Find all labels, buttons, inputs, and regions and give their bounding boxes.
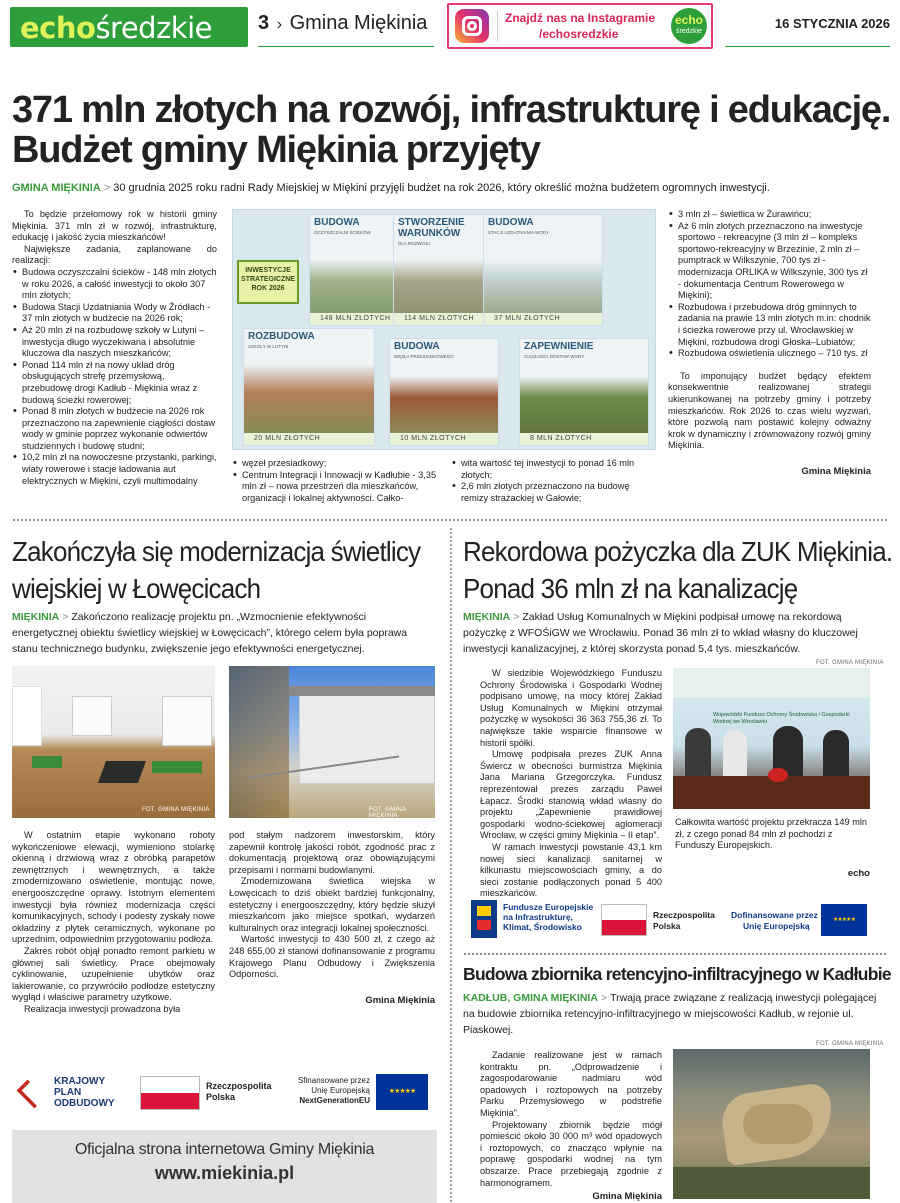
brand-logo-sredzkie: średzkie <box>95 11 212 45</box>
left-kicker: MIĘKINIA > Zakończono realizację projektu pn. „Wzmocnienie efektywności energetycznej obiektu świetlicy wiejskiej w Łowęcicach”, którego celem była poprawa stanu technicznego budynku, zwiększenie jego efektywności energetycznej. <box>12 611 408 655</box>
kpo-logo: KRAJOWY PLAN ODBUDOWY <box>20 1074 130 1114</box>
instagram-icon <box>455 9 489 43</box>
main-kicker: GMINA MIĘKINIA > 30 grudnia 2025 roku radni Rady Miejskiej w Miękini przyjęli budżet na rok 2026, który określić można budżetem ogromnych inwestycji. <box>12 182 770 194</box>
photo-caption: Całkowita wartość projektu przekracza 149 mln zł, z czego ponad 84 mln zł pochodzi z Funduszy Europejskich. <box>675 817 867 851</box>
budget-infographic <box>232 209 656 450</box>
infographic-tile: STWORZENIE WARUNKÓW DLA ROZWOJU 114 MLN ZŁOTYCH <box>393 214 488 326</box>
masthead <box>0 0 900 52</box>
divider-main <box>12 517 888 523</box>
issue-date: 16 STYCZNIA 2026 <box>774 16 890 31</box>
list-item: • 10,2 mln zł na nowoczesne przystanki, parkingi, wiaty rowerowe i stacje ładowania aut elektrycznych w Miękini, czyli multimodalny <box>12 452 217 487</box>
main-signature: Gmina Miękinia <box>801 465 871 477</box>
instagram-text-2: /echosredzkie <box>539 27 619 41</box>
section-separator: › <box>276 16 283 33</box>
section-underline <box>258 46 434 47</box>
list-item: • 3 mln zł – świetlica w Żurawińcu; <box>668 209 871 221</box>
left-col-1: W ostatnim etapie wykonano roboty wykończeniowe elewacji, wymieniono stolarkę okienną i drzwiową wraz z obróbką parapetów zewnętrznych i wewnętrznych, a także zmodernizowano oświetlenie, montując nowe, energooszczędne oprawy. Istotnym elementem inwestycji była również modernizacja części komunikacyjnych, schody i podesty zyskały nowe okładziny z płytek ceramicznych, wykonane po uprzednim, odpowiednim przygotowaniu podłoża. Zakres robót objął ponadto remont parkietu w głównej sali świetlicy. Prace obejmowały cyklinowanie, uzupełnienie ubytków oraz lakierowanie, co przywróciło podłodze estetyczny wygląd i właściwe parametry użytkowe. Realizacja inwestycji prowadzona była <box>12 830 215 1014</box>
list-item: • Ponad 8 mln złotych w budżecie na 2026 rok przeznaczono na zapewnienie ciągłości dostaw wody w gminie poprzez wykonanie odwiertów studziennych i budowę studni; <box>12 406 217 452</box>
main-col-4: • 3 mln zł – świetlica w Żurawińcu; • Aż 6 mln złotych przeznaczono na inwestycje sportowo - rekreacyjne (3 mln zł – kompleks sportowo-rekreacyjny w Brzezinie, 2 mln zł – pumptrack w Wilkszynie, 700 tys zł - modernizacja ORLIKA w Wilkszynie, 300 tys zł - dokumentacja Centrum Rowerowego w Miękini); • Rozbudowa i przebudowa dróg gminnych to zadania na prawie 13 mln złotych m.in: chodnik i ścieżka rowerowe przy ul. Wrocławskiej w Miękini, rozbudowa drogi Głoska–Lubiatów; • Rozbudowa oświetlenia ulicznego – 710 tys. zł To imponujący budżet będący efektem konsekwentnie realizowanej strategii ukierunkowanej na potrzeby gminy i potrzeby mieszkańców. Rok 2026 to czas wielu wyzwań, które pozwolą nam postawić kolejny odważny krok w dynamiczny i zrównoważony rozwój gminy Miękinia. Gmina Miękinia <box>668 209 871 477</box>
kadlub-col: Zadanie realizowane jest w ramach kontraktu pn. „Odprowadzenie i zagospodarowanie nadmiaru wód opadowych i roztopowych na potrzeby Parku Przemysłowego w podstrefie Miękinia”. Projektowany zbiornik będzie mógł pomieścić około 30 000 m³ wód opadowych i roztopowych, co znacząco wpłynie na poprawę gospodarki wodnej na tym obszarze. Prace przebiegają zgodnie z harmonogramem. Gmina Miękinia <box>480 1050 662 1203</box>
infographic-tile: ZAPEWNIENIE CIĄGŁOŚCI DOSTAW WODY 8 MLN ZŁOTYCH <box>519 338 649 446</box>
poland-flag-2 <box>601 904 647 936</box>
kadlub-signature: Gmina Miękinia <box>592 1191 662 1203</box>
fe-logos: Fundusze Europejskie na Infrastrukturę, Klimat, Środowisko Rzeczpospolita Polska Dofinansowane przez Unię Europejską ★★★★★ <box>463 896 883 944</box>
echo-badge: echo średzkie <box>671 8 707 44</box>
brand-logo-echo: echo <box>20 11 96 45</box>
infographic-tile: BUDOWA OCZYSZCZALNI ŚCIEKÓW 148 MLN ZŁOTYCH <box>309 214 411 326</box>
list-item: • Aż 6 mln złotych przeznaczono na inwestycje sportowo - rekreacyjne (3 mln zł – kompleks sportowo-rekreacyjny w Brzezinie, 2 mln zł – pumptrack w Wilkszynie, 700 tys zł - modernizacja ORLIKA w Wilkszynie, 300 tys zł - dokumentacja Centrum Rowerowego w Miękini); <box>668 221 871 302</box>
list-item: • 2,6 mln złotych przeznaczono na budowę remizy strażackiej w Gałowie; <box>451 481 656 504</box>
investment-list-1 <box>12 267 217 487</box>
footer-url[interactable]: www.miekinia.pl <box>154 1163 295 1183</box>
list-item: • Aż 20 mln zł na rozbudowę szkoły w Lutyni – inwestycja długo wyczekiwana i absolutnie kluczowa dla naszych mieszkańców; <box>12 325 217 360</box>
strategic-badge: INWESTYCJE STRATEGICZNE ROK 2026 <box>237 260 299 304</box>
infographic-tile: BUDOWA WĘZŁA PRZESIADKOWEGO 10 MLN ZŁOTYCH <box>389 338 499 446</box>
main-col-1: To będzie przełomowy rok w historii gminy Miękinia. 371 mln zł w rozwój, infrastrukturę, edukację i jakość życia mieszkańców! Największe zadania, zaplanowane do realizacji: • Budowa oczyszczalni ścieków - 148 mln złotych w roku 2026, a całość inwestycji to około 307 mln złotych; • Budowa Stacji Uzdatniania Wody w Źródłach - 37 mln złotych w budżecie na 2026 rok; • Aż 20 mln zł na rozbudowę szkoły w Lutyni – inwestycja długo wyczekiwana i absolutnie kluczowa dla naszych mieszkańców; • Ponad 114 mln zł na nowy układ dróg obsługujących strefę przemysłową, przebudowę drogi Kadłub - Miękinia wraz z budową ścieżki rowerowej; • Ponad 8 mln złotych w budżecie na 2026 rok przeznaczono na zapewnienie ciągłości dostaw wody w gminie poprzez wykonanie odwiertów studziennych i budowę studni; • 10,2 mln zł na nowoczesne przystanki, parkingi, wiaty rowerowe i stacje ładowania aut elektrycznych w Miękini, czyli multimodalny <box>12 209 217 487</box>
left-col-2: pod stałym nadzorem inwestorskim, który zapewnił kontrolę jakości robót, zgodność prac z dokumentacją projektową oraz obowiązującymi przepisami i normami budowlanymi. Zmodernizowana świetlica wiejska w Łowęcicach to dziś obiekt bardziej funkcjonalny, estetyczny i energooszczędny, który będzie służył mieszkańcom jako miejsce spotkań, wydarzeń kulturalnych oraz integracji lokalnej społeczności. Wartość inwestycji to 430 500 zł, z czego aż 248 655,00 zł stanowi dofinansowanie z programu Krajowego Planu Odbudowy i Zwiększenia Odporności. Gmina Miękinia <box>229 830 435 1006</box>
footer-line-1: Oficjalna strona internetowa Gminy Miękinia <box>74 1141 375 1158</box>
instagram-banner[interactable] <box>447 3 713 49</box>
right-headline: Rekordowa pożyczka dla ZUK Miękinia. Ponad 36 mln zł na kanalizację <box>463 535 893 605</box>
list-item: • Rozbudowa oświetlenia ulicznego – 710 tys. zł <box>668 348 871 360</box>
page-section <box>258 12 427 35</box>
main-col-2 <box>232 458 437 504</box>
list-item: • Rozbudowa i przebudowa dróg gminnych to zadania na prawie 13 mln złotych m.in: chodnik i ścieżka rowerowe przy ul. Wrocławskiej w Miękini, rozbudowa drogi Głoska–Lubiatów; <box>668 302 871 348</box>
list-item: • wita wartość tej inwestycji to ponad 16 mln złotych; <box>451 458 656 481</box>
eu-flag-2: ★★★★★ <box>821 904 867 936</box>
left-signature: Gmina Miękinia <box>365 994 435 1006</box>
page-number: 3 <box>258 12 270 34</box>
section-name: Gmina Miękinia <box>289 12 428 34</box>
divider-vertical <box>449 527 453 1203</box>
brand-logo[interactable] <box>10 7 248 47</box>
photo-building-exterior: FOT. GMINA MIĘKINIA <box>229 666 435 818</box>
footer-box <box>12 1130 437 1203</box>
main-headline: 371 mln złotych na rozwój, infrastrukturę i edukację. Budżet gminy Miękinia przyjęty <box>12 89 891 171</box>
kpo-logos: KRAJOWY PLAN ODBUDOWY Rzeczpospolita Polska Sfinansowane przez Unię Europejską NextGenerationEU ★★★★★ <box>12 1068 437 1118</box>
kadlub-kicker: KADŁUB, GMINA MIĘKINIA > Trwają prace związane z realizacją inwestycji polegającej na budowie zbiornika retencyjno-infiltracyjnego w miejscowości Kadłub, w rejonie ul. Piaskowej. <box>463 992 877 1036</box>
list-item: • Budowa Stacji Uzdatniania Wody w Źródłach - 37 mln złotych w budżecie na 2026 rok; <box>12 302 217 325</box>
left-headline: Zakończyła się modernizacja świetlicy wiejskiej w Łowęcicach <box>12 535 421 605</box>
right-signature: echo <box>847 868 870 879</box>
instagram-text-1: Znajdź nas na Instagramie <box>505 11 656 25</box>
poland-flag <box>140 1076 200 1110</box>
list-item: • Budowa oczyszczalni ścieków - 148 mln złotych w roku 2026, a całość inwestycji to około 307 mln złotych; <box>12 267 217 302</box>
list-item: • Ponad 114 mln zł na nowy układ dróg obsługujących strefę przemysłową, przebudowę drogi Kadłub - Miękinia wraz z budową ścieżki rowerowej; <box>12 360 217 406</box>
list-item: • węzeł przesiadkowy; <box>232 458 437 470</box>
divider-right <box>463 951 888 957</box>
infographic-tile: BUDOWA STACJI UZDATNIANIA WODY 37 MLN ZŁOTYCH <box>483 214 603 326</box>
infographic-tile: ROZBUDOWA SZKOŁY W LUTYNI 20 MLN ZŁOTYCH <box>243 328 375 446</box>
photo-reservoir <box>673 1049 870 1199</box>
right-kicker: MIĘKINIA > Zakład Usług Komunalnych w Miękini podpisał umowę na rekordową pożyczkę z WFOŚiGW we Wrocławiu. Ponad 36 mln zł to wkład własny do kluczowej inwestycji kanalizacyjnej, z której skorzysta ponad 5,4 tys. mieszkańców. <box>463 611 858 655</box>
list-item: • Centrum Integracji i Innowacji w Kadłubie - 3,35 mln zł – nowa przestrzeń dla mieszkańców, organizacji i lokalnej aktywności. Całko- <box>232 470 437 505</box>
right-col-1: W siedzibie Wojewódzkiego Funduszu Ochrony Środowiska i Gospodarki Wodnej podpisano umowę, na mocy której Zakład Usług Komunalnych w Miękini otrzymał pożyczkę w wysokości 36 363 755,36 zł. To największe takie wsparcie finansowe w historii spółki. Umowę podpisała prezes ZUK Anna Świercz w obecności burmistrza Miękinia Jana Mariana Grzegorczyka. Fundusz reprezentował prezes zarządu Paweł Łapacz. Środki stanowią wkład własny do projektu „Zapewnienie prawidłowej gospodarki wodno-ściekowej aglomeracji Wrocław, w części gminy Miękinia – II etap”. W ramach inwestycji powstanie 43,1 km nowej sieci kanalizacji sanitarnej w kilkunastu miejscowościach gminy, a do sieci zostanie podłączonych ponad 5 400 mieszkańców. <box>480 668 662 899</box>
kadlub-headline: Budowa zbiornika retencyjno-infiltracyjnego w Kadłubie <box>463 964 891 984</box>
photo-hall-interior: FOT. GMINA MIĘKINIA <box>12 666 215 818</box>
fe-logo <box>471 900 497 938</box>
photo-signing: Wojewódzki Fundusz Ochrony Środowiska i Gospodarki Wodnej we Wrocławiu <box>673 668 870 809</box>
main-col-3 <box>451 458 656 504</box>
eu-flag: ★★★★★ <box>376 1074 428 1110</box>
